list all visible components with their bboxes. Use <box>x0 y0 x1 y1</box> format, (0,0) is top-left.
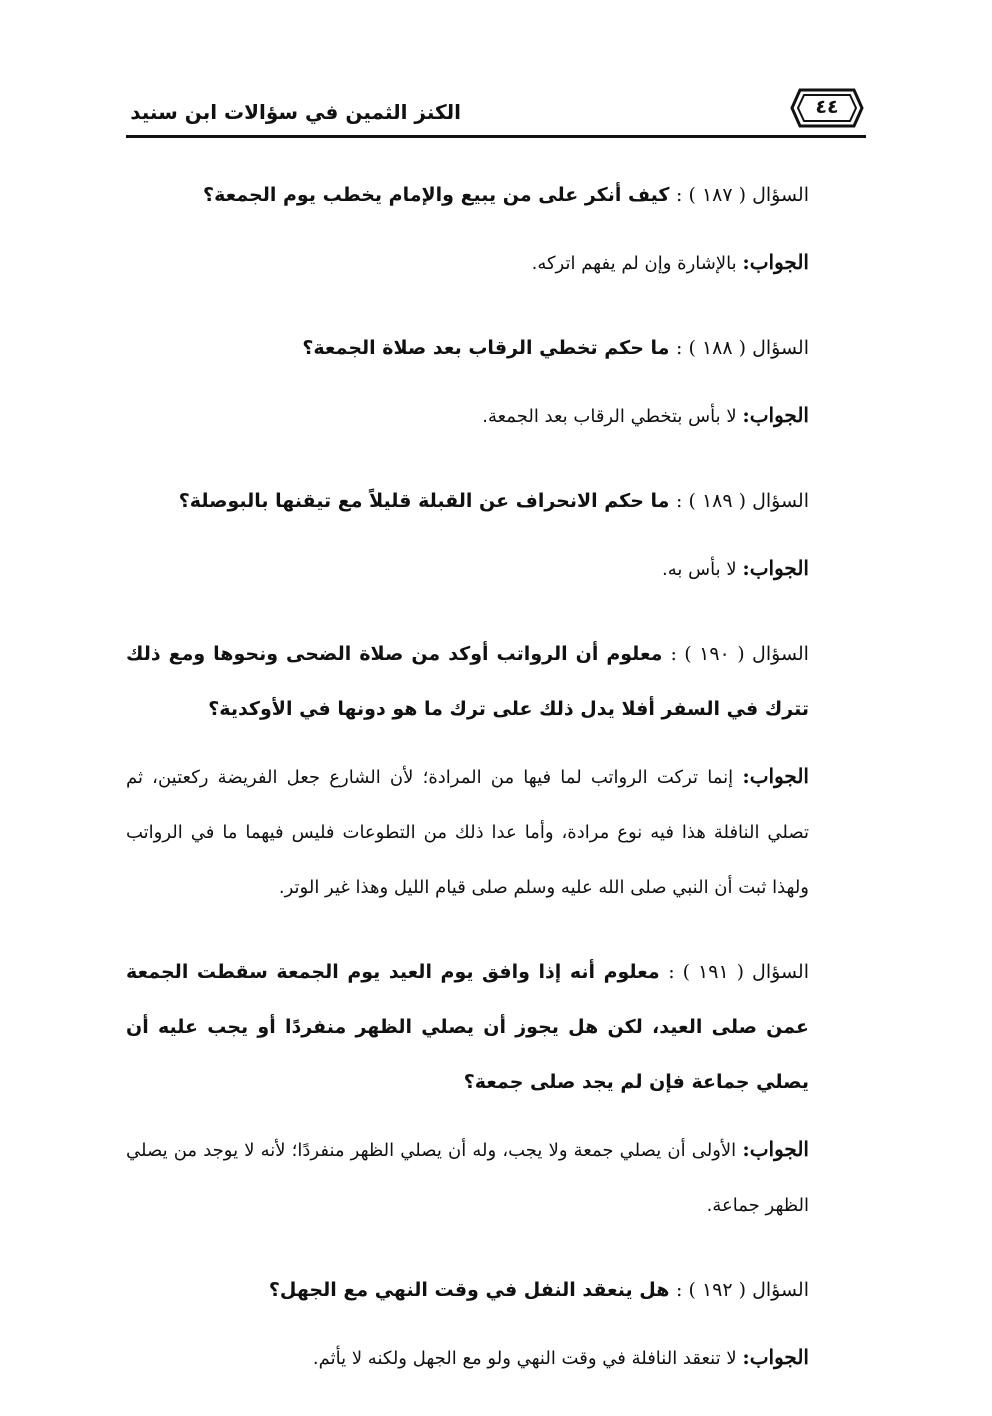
answer <box>126 749 809 915</box>
answer-text: لا بأس بتخطي الرقاب بعد الجمعة. <box>482 406 737 427</box>
question-label: السؤال ( ١٨٧ ) : <box>676 184 809 206</box>
question-text: كيف أنكر على من يبيع والإمام يخطب يوم الجمعة؟ <box>203 184 670 206</box>
answer-label: الجواب: <box>742 764 809 788</box>
qa-entry-190 <box>126 627 809 915</box>
question <box>126 1263 809 1318</box>
question-label: السؤال ( ١٨٨ ) : <box>676 337 809 359</box>
answer-text: لا بأس به. <box>662 559 737 580</box>
page-number: ٤٤ <box>815 96 839 118</box>
question-label: السؤال ( ١٩٢ ) : <box>676 1279 809 1301</box>
question-label: السؤال ( ١٩١ ) : <box>668 961 809 983</box>
answer-label: الجواب: <box>742 556 809 580</box>
answer-label: الجواب: <box>742 403 809 427</box>
answer-label: الجواب: <box>742 1137 809 1161</box>
question-label: السؤال ( ١٩٠ ) : <box>670 643 809 665</box>
question-text: ما حكم تخطي الرقاب بعد صلاة الجمعة؟ <box>302 337 670 359</box>
qa-entry-192 <box>126 1263 809 1386</box>
answer-text: الأولى أن يصلي جمعة ولا يجب، وله أن يصلي الظهر منفردًا؛ لأنه لا يوجد من يصلي الظهر جماعة. <box>126 1140 809 1216</box>
question-text: هل ينعقد النفل في وقت النهي مع الجهل؟ <box>268 1279 670 1301</box>
qa-entry-191 <box>126 945 809 1233</box>
answer-text: إنما تركت الرواتب لما فيها من المرادة؛ لأن الشارع جعل الفريضة ركعتين، ثم تصلي النافلة هذا فيه نوع مرادة، وأما عدا ذلك من التطوعات فليس فيهما ما في الرواتب ولهذا ثبت أن النبي صلى الله عليه وسلم صلى قيام الليل وهذا غير الوتر. <box>126 767 809 898</box>
answer-label: الجواب: <box>742 1345 809 1369</box>
answer-text: بالإشارة وإن لم يفهم اتركه. <box>531 253 737 274</box>
qa-entry-189 <box>126 474 809 597</box>
answer <box>126 1330 809 1386</box>
question-text: معلوم أن الرواتب أوكد من صلاة الضحى ونحوها ومع ذلك تترك في السفر أفلا يدل ذلك على ترك ما هو دونها في الأوكدية؟ <box>126 643 809 720</box>
answer <box>126 541 809 597</box>
question-text: ما حكم الانحراف عن القبلة قليلاً مع تيقنها بالبوصلة؟ <box>178 490 670 512</box>
answer-text: لا تنعقد النافلة في وقت النهي ولو مع الجهل ولكنه لا يأثم. <box>312 1348 737 1369</box>
question <box>126 945 809 1110</box>
qa-content <box>126 168 809 1416</box>
page-header <box>126 82 866 138</box>
qa-entry-188 <box>126 321 809 444</box>
question <box>126 474 809 529</box>
question-text: معلوم أنه إذا وافق يوم العيد يوم الجمعة سقطت الجمعة عمن صلى العيد، لكن هل يجوز أن يصلي الظهر منفردًا أو يجب عليه أن يصلي جماعة فإن لم يجد صلى جمعة؟ <box>126 961 809 1093</box>
question <box>126 321 809 376</box>
book-title: الكنز الثمين في سؤالات ابن سنيد <box>130 100 461 124</box>
answer-label: الجواب: <box>742 250 809 274</box>
question <box>126 168 809 223</box>
answer <box>126 1122 809 1233</box>
question-label: السؤال ( ١٨٩ ) : <box>676 490 809 512</box>
answer <box>126 235 809 291</box>
answer <box>126 388 809 444</box>
qa-entry-187 <box>126 168 809 291</box>
question <box>126 627 809 737</box>
page-number-badge <box>788 86 866 130</box>
header-rule <box>126 135 866 138</box>
